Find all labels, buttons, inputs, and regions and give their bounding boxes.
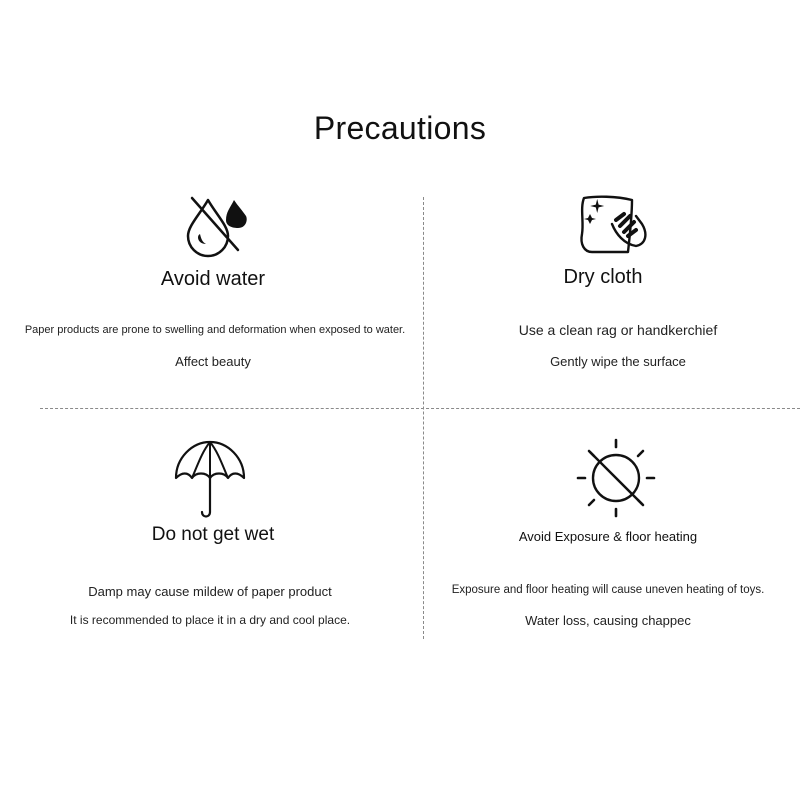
cell-description-line2: It is recommended to place it in a dry and cool place. [69, 613, 351, 627]
cell-description-line1: Damp may cause mildew of paper product [88, 584, 332, 599]
cell-description-line1: Paper products are prone to swelling and deformation when exposed to water. [24, 324, 406, 336]
cell-heading: Do not get wet [151, 524, 275, 545]
cell-description-line1: Exposure and floor heating will cause uneven heating of toys. [451, 584, 765, 596]
umbrella-icon [172, 438, 248, 520]
vertical-divider [423, 197, 424, 639]
cell-description-line1: Use a clean rag or handkerchief [518, 322, 718, 338]
cell-heading: Avoid Exposure & floor heating [518, 529, 698, 544]
no-water-drop-icon [186, 192, 252, 258]
cell-heading: Dry cloth [563, 266, 643, 288]
horizontal-divider [40, 408, 800, 409]
no-sun-icon [576, 438, 656, 518]
page-title: Precautions [313, 110, 487, 146]
cell-description-line2: Affect beauty [175, 354, 251, 369]
hand-wiping-cloth-icon [576, 194, 652, 258]
cell-description-line2: Gently wipe the surface [550, 354, 686, 369]
cell-heading: Avoid water [160, 268, 266, 290]
cell-description-line2: Water loss, causing chappec [525, 613, 691, 628]
